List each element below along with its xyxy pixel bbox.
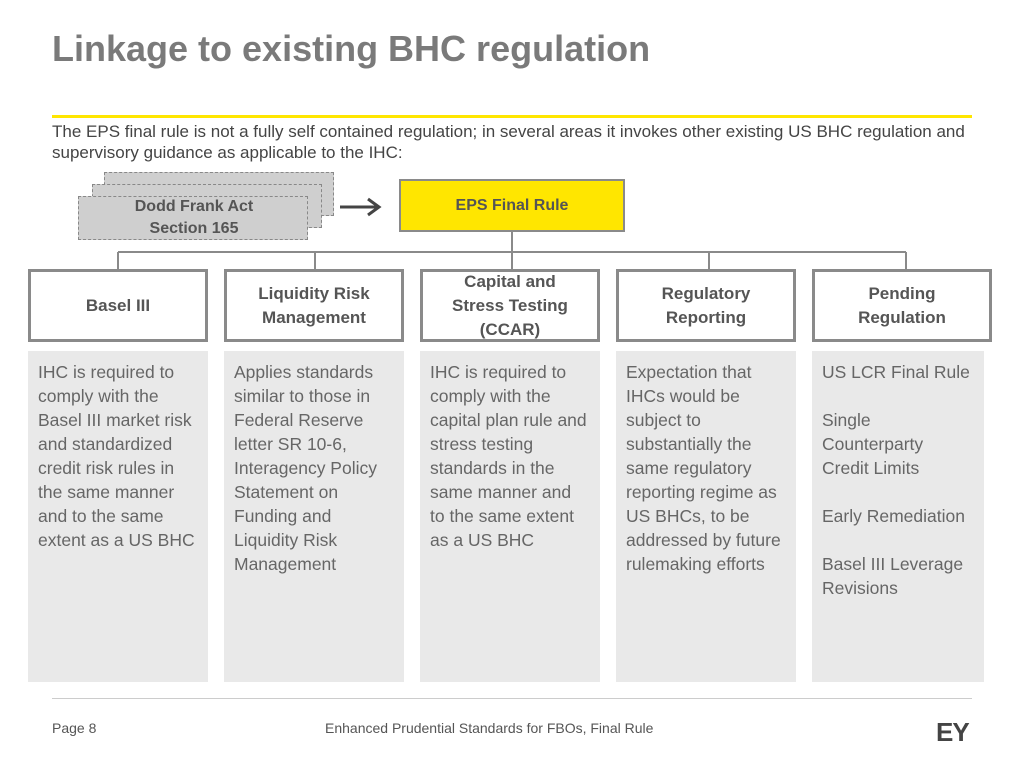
ey-logo: EY bbox=[936, 717, 969, 747]
category-pending-regulation bbox=[812, 269, 992, 342]
detail-pending-regulation bbox=[812, 351, 984, 682]
detail-regulatory-reporting bbox=[616, 351, 796, 682]
dodd-frank-line2: Section 165 bbox=[149, 220, 239, 237]
category-capital-stress-testing bbox=[420, 269, 600, 342]
detail-text: Applies standards similar to those in Federal Reserve letter SR 10-6, Interagency Policy Statement on Funding and Liquidity Risk Management bbox=[234, 362, 377, 574]
category-label: Pending bbox=[868, 283, 936, 303]
category-label: Capital and bbox=[464, 271, 556, 291]
category-label: Regulation bbox=[858, 307, 946, 327]
detail-capital-stress-testing bbox=[420, 351, 600, 682]
category-label: Reporting bbox=[665, 307, 747, 327]
detail-item: Single Counterparty Credit Limits bbox=[822, 410, 924, 478]
category-label: (CCAR) bbox=[479, 319, 541, 339]
page-title: Linkage to existing BHC regulation bbox=[52, 28, 651, 69]
detail-text: IHC is required to comply with the Basel III market risk and standardized credit risk rules in the same manner and to the same extent as a US BHC bbox=[38, 362, 195, 550]
eps-final-rule-box: EPS Final Rule bbox=[399, 179, 625, 232]
dodd-frank-line1: Dodd Frank Act bbox=[134, 198, 254, 215]
category-basel-iii bbox=[28, 269, 208, 342]
detail-basel-iii bbox=[28, 351, 208, 682]
category-label: Regulatory bbox=[661, 283, 751, 303]
footer-title: Enhanced Prudential Standards for FBOs, Final Rule bbox=[325, 720, 654, 736]
category-regulatory-reporting bbox=[616, 269, 796, 342]
category-label: Liquidity Risk bbox=[258, 283, 370, 303]
detail-item: US LCR Final Rule bbox=[822, 362, 970, 382]
detail-text: Expectation that IHCs would be subject to substantially the same regulatory reporting regime as US BHCs, to be addressed by future rulemaking efforts bbox=[626, 362, 781, 574]
category-liquidity-risk bbox=[224, 269, 404, 342]
connector-lines bbox=[0, 0, 1024, 280]
page-number: Page 8 bbox=[52, 720, 97, 736]
intro-text: The EPS final rule is not a fully self contained regulation; in several areas it invokes other existing US BHC regulation and supervisory guidance as applicable to the IHC: bbox=[52, 122, 965, 162]
category-label: Management bbox=[262, 307, 366, 327]
footer-divider bbox=[52, 698, 972, 699]
category-label: Stress Testing bbox=[452, 295, 568, 315]
category-label: Basel III bbox=[85, 295, 151, 315]
detail-item: Basel III Leverage Revisions bbox=[822, 554, 964, 598]
detail-text: IHC is required to comply with the capital plan rule and stress testing standards in the same manner and to the same extent as a US BHC bbox=[430, 362, 587, 550]
detail-liquidity-risk bbox=[224, 351, 404, 682]
detail-item: Early Remediation bbox=[822, 506, 965, 526]
